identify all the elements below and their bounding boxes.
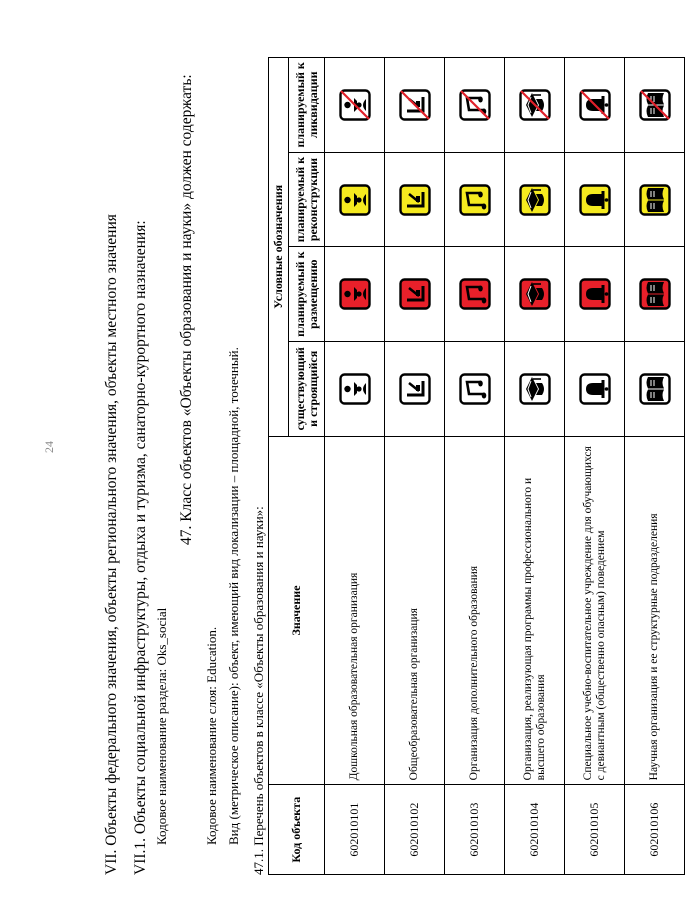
table-row xyxy=(625,58,685,875)
symbol-planned-reconstruction xyxy=(505,152,565,247)
header-existing: существующий и строящийся xyxy=(289,341,325,436)
symbol-existing xyxy=(385,341,445,436)
symbol-planned-placement xyxy=(505,247,565,342)
header-symbols: Условные обозначения xyxy=(269,58,289,437)
object-value: Организация дополнительного образования xyxy=(445,436,505,785)
header-planned-placement: планируемый к размещению xyxy=(289,247,325,342)
object-value: Научная организация и ее структурные подразделения xyxy=(625,436,685,785)
bell-icon xyxy=(579,373,611,405)
graduation-cap-icon xyxy=(519,184,551,216)
object-code: 602010104 xyxy=(505,785,565,875)
table-row xyxy=(505,58,565,875)
table-row xyxy=(385,58,445,875)
object-value: Специальное учебно-воспитательное учреждение для обучающихся с девиантным (общественно опасным) поведением xyxy=(565,436,625,785)
object-code: 602010102 xyxy=(385,785,445,875)
symbol-planned-placement xyxy=(385,247,445,342)
symbol-planned-reconstruction xyxy=(625,152,685,247)
object-value: Общеобразовательная организация xyxy=(385,436,445,785)
table-row xyxy=(325,58,385,875)
symbol-planned-reconstruction xyxy=(445,152,505,247)
music-note-icon xyxy=(459,278,491,310)
school-icon xyxy=(399,184,431,216)
open-book-icon xyxy=(639,278,671,310)
object-code: 602010106 xyxy=(625,785,685,875)
section-code: Кодовое наименование раздела: Oks_social xyxy=(154,607,169,845)
symbol-planned-reconstruction xyxy=(325,152,385,247)
symbol-existing xyxy=(505,341,565,436)
geometry-description: Вид (метрическое описание): объект, имеющий вид локализации – площадной, точечный. xyxy=(226,347,241,845)
table-row xyxy=(565,58,625,875)
symbol-existing xyxy=(325,341,385,436)
object-code: 602010105 xyxy=(565,785,625,875)
section-heading: VII. Объекты федерального значения, объекты регионального значения, объекты местного значения xyxy=(103,214,120,875)
symbol-planned-placement xyxy=(445,247,505,342)
school-icon xyxy=(399,373,431,405)
bell-icon xyxy=(579,278,611,310)
preschool-icon xyxy=(339,278,371,310)
preschool-icon xyxy=(339,184,371,216)
music-note-icon xyxy=(459,184,491,216)
symbol-existing xyxy=(565,341,625,436)
class-title: 47. Класс объектов «Объекты образования и науки» должен содержать: xyxy=(178,74,195,545)
object-value: Организация, реализующая программы профессионального и высшего образования xyxy=(505,436,565,785)
graduation-cap-icon xyxy=(519,373,551,405)
preschool-icon xyxy=(339,373,371,405)
school-icon xyxy=(399,89,431,121)
symbol-planned-liquidation xyxy=(385,58,445,153)
list-intro: 47.1. Перечень объектов в классе «Объекты образования и науки»: xyxy=(251,506,266,875)
symbol-planned-placement xyxy=(625,247,685,342)
object-code: 602010103 xyxy=(445,785,505,875)
object-code: 602010101 xyxy=(325,785,385,875)
open-book-icon xyxy=(639,89,671,121)
open-book-icon xyxy=(639,184,671,216)
symbol-planned-reconstruction xyxy=(385,152,445,247)
bell-icon xyxy=(579,184,611,216)
object-value: Дошкольная образовательная организация xyxy=(325,436,385,785)
symbol-planned-liquidation xyxy=(505,58,565,153)
table-row xyxy=(445,58,505,875)
layer-code: Кодовое наименование слоя: Education. xyxy=(204,626,219,845)
header-value: Значение xyxy=(269,436,325,785)
music-note-icon xyxy=(459,89,491,121)
music-note-icon xyxy=(459,373,491,405)
symbol-planned-liquidation xyxy=(445,58,505,153)
header-planned-reconstruction: планируемый к реконструкции xyxy=(289,152,325,247)
symbol-planned-placement xyxy=(325,247,385,342)
graduation-cap-icon xyxy=(519,278,551,310)
bell-icon xyxy=(579,89,611,121)
preschool-icon xyxy=(339,89,371,121)
symbol-existing xyxy=(445,341,505,436)
open-book-icon xyxy=(639,373,671,405)
objects-table xyxy=(268,57,685,875)
page-number: 24 xyxy=(42,441,56,453)
symbol-planned-liquidation xyxy=(325,58,385,153)
symbol-planned-liquidation xyxy=(625,58,685,153)
symbol-planned-placement xyxy=(565,247,625,342)
symbol-existing xyxy=(625,341,685,436)
header-code: Код объекта xyxy=(269,785,325,875)
subsection-heading: VII.1. Объекты социальной инфраструктуры, отдыха и туризма, санаторно-курортного назначения: xyxy=(132,220,149,875)
header-planned-liquidation: планируемый к ликвидации xyxy=(289,58,325,153)
symbol-planned-liquidation xyxy=(565,58,625,153)
graduation-cap-icon xyxy=(519,89,551,121)
symbol-planned-reconstruction xyxy=(565,152,625,247)
school-icon xyxy=(399,278,431,310)
